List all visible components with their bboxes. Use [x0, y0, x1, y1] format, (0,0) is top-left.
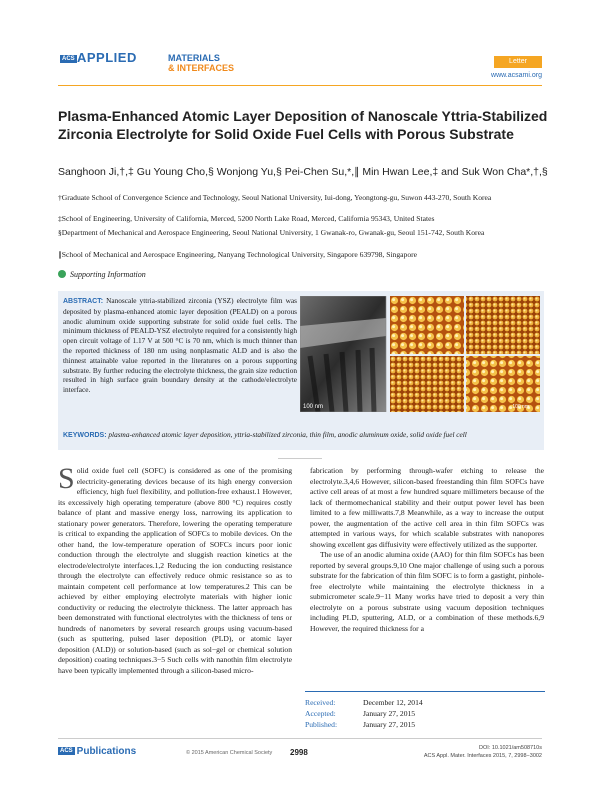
footer-rule [58, 738, 542, 739]
article-type-badge: Letter [494, 56, 542, 68]
received-date: December 12, 2014 [363, 698, 423, 707]
journal-url[interactable]: www.acsami.org [491, 72, 542, 79]
affiliation-3: §Department of Mechanical and Aerospace Engineering, Seoul National University, 1 Gwanak-ro, Gwanak-gu, Seoul 151-742, South Korea [58, 228, 485, 237]
keywords-text: plasma-enhanced atomic layer deposition, yttria-stabilized zirconia, thin film, anodic aluminum oxide, solid oxide fuel cell [108, 430, 467, 439]
afm-image-2 [466, 296, 540, 354]
toc-graphic [300, 296, 540, 412]
affiliation-4: ∥School of Mechanical and Aerospace Engineering, Nanyang Technological University, Singapore 639798, Singapore [58, 250, 418, 259]
body-right-column [310, 466, 544, 634]
published-date: January 27, 2015 [363, 720, 416, 729]
body-left-column [58, 462, 292, 676]
supporting-info-link[interactable] [58, 270, 146, 279]
section-divider [278, 458, 322, 459]
affiliation-2: ‡School of Engineering, University of California, Merced, 5200 North Lake Road, Merced, California 95343, United States [58, 214, 435, 223]
journal-name-interfaces: & INTERFACES [168, 63, 235, 73]
keywords-label: KEYWORDS: [63, 432, 107, 439]
afm-image-1 [390, 296, 464, 354]
abstract-label: ABSTRACT: [63, 298, 104, 305]
accepted-date: January 27, 2015 [363, 709, 416, 718]
abstract-text-block [63, 296, 297, 395]
article-title: Plasma-Enhanced Atomic Layer Deposition of Nanoscale Yttria-Stabilized Zirconia Electrolyte for Solid Oxide Fuel Cells with Porous Substrate [58, 108, 548, 142]
toc-scale-label-1: 100 nm [303, 404, 324, 410]
copyright: © 2015 American Chemical Society [186, 750, 273, 756]
supporting-info-label: Supporting Information [70, 270, 146, 279]
affiliation-1: †Graduate School of Convergence Science and Technology, Seoul National University, Iui-dong, Yeongtong-gu, Suwon 443-270, South Korea [58, 193, 492, 202]
author-list: Sanghoon Ji,†,‡ Gu Young Cho,§ Wonjong Yu,§ Pei-Chen Su,*,∥ Min Hwan Lee,‡ and Suk Won Cha*,†,§ [58, 166, 548, 178]
citation: ACS Appl. Mater. Interfaces 2015, 7, 2998−3002 [423, 753, 542, 759]
acs-publications-logo[interactable] [58, 746, 136, 757]
toc-scale-label-2: 100 nm [512, 404, 529, 410]
published-label: Published: [305, 720, 338, 729]
keywords-block [63, 430, 539, 441]
body-paragraph-3: The use of an anodic alumina oxide (AAO) for thin film SOFCs has been reported by several groups.9,10 One major challenge of using such a porous substrate for the fabrication of thin film SOFC is to form a gastight, pinhole-free electrolyte while maintaining the electrolyte thickness in a submicrometer scale.9−11 Many works have tried to deposit a very thin electrolyte on a porous substrate using vacuum deposition techniques including PLD, sputtering, ALD, or a combination of these methods.6,9 However, the required thickness for a [310, 550, 544, 633]
acs-logo-mark: ACS [62, 56, 75, 62]
acs-publications-mark: ACS [60, 748, 73, 754]
page-number: 2998 [290, 748, 308, 757]
body-paragraph-1: olid oxide fuel cell (SOFC) is considered as one of the promising electricity-generating devices because of its high energy conversion efficiency, high fuel flexibility, and pollution-free exhaust.1 However, its excessively high operating temperature (above 800 °C) requires costly balance of plant and massive energy loss, narrowing its application to stationary power generators. Therefore, lowering the operating temperature is critical to expanding the application of SOFCs to mobile devices. On the other hand, the low-temperature operation of SOFCs incurs poor ionic conduction through the electrolyte and sluggish reaction kinetics at the electrode/electrolyte interfaces.1,2 Reducing the ion conducting resistance through the electrolyte can effectively reduce ohmic resistance so as to maintain competent cell performance at low temperatures.2 This can be achieved by either employing electrolyte materials with higher ionic conductivity or reducing the electrolyte thickness. The latter approach has been demonstrated with functional electrolytes with the thickness of tens or hundreds of nanometers by several research groups using vacuum-based (such as sputtering, pulsed laser deposition (PLD), or atomic layer deposition (ALD)) or solution-based (such as sol−gel or chemical solution deposition) coating techniques.3−5 Such cells with nanothin film electrolyte have been typically implemented through a silicon-based micro- [58, 466, 292, 675]
journal-name-applied: APPLIED [77, 50, 137, 65]
doi-block[interactable] [424, 744, 542, 760]
dates-block [305, 697, 423, 730]
journal-name-materials: MATERIALS [168, 53, 220, 63]
dates-rule [305, 691, 545, 692]
dropcap: S [58, 462, 75, 495]
received-label: Received: [305, 698, 336, 707]
doi: DOI: 10.1021/am508710s [479, 745, 542, 751]
abstract-text: Nanoscale yttria-stabilized zirconia (YSZ) electrolyte film was deposited by plasma-enhanced atomic layer deposition (PEALD) on a porous anodic aluminum oxide supporting substrate for solid oxide fuel cells. The minimum thickness of PEALD-YSZ electrolyte required for a consistently high open circuit voltage of 1.17 V at 500 °C is 70 nm, which is much thinner than the reported thickness of 180 nm using nonplasmatic ALD and is also the thinnest attainable value reported in the literatures on a porous supporting substrate. By further reducing the electrolyte thickness, the grain size reduction resulted in high surface grain boundary density at the cathode/electrolyte interface. [63, 296, 297, 395]
header-rule [58, 85, 542, 86]
body-paragraph-2: fabrication by performing through-wafer etching to release the electrolyte.3,4,6 However, silicon-based freestanding thin film SOFCs have active cell areas of at most a few hundred square millimeters because of the lack of thermomechanical stability and their output power level has been limited to a few milliwatts.7,8 Meanwhile, as a way to increase the output power, the augmentation of the active cell area in thin film SOFCs was attempted in various ways, for which scalable substrates with nanopores showing excellent gas diffusivity were effectively utilized as the supporter. [310, 466, 544, 549]
afm-image-3 [390, 356, 464, 412]
supporting-info-icon [58, 270, 66, 278]
page-footer [58, 742, 542, 766]
accepted-label: Accepted: [305, 709, 336, 718]
acs-publications-text: Publications [76, 746, 137, 757]
